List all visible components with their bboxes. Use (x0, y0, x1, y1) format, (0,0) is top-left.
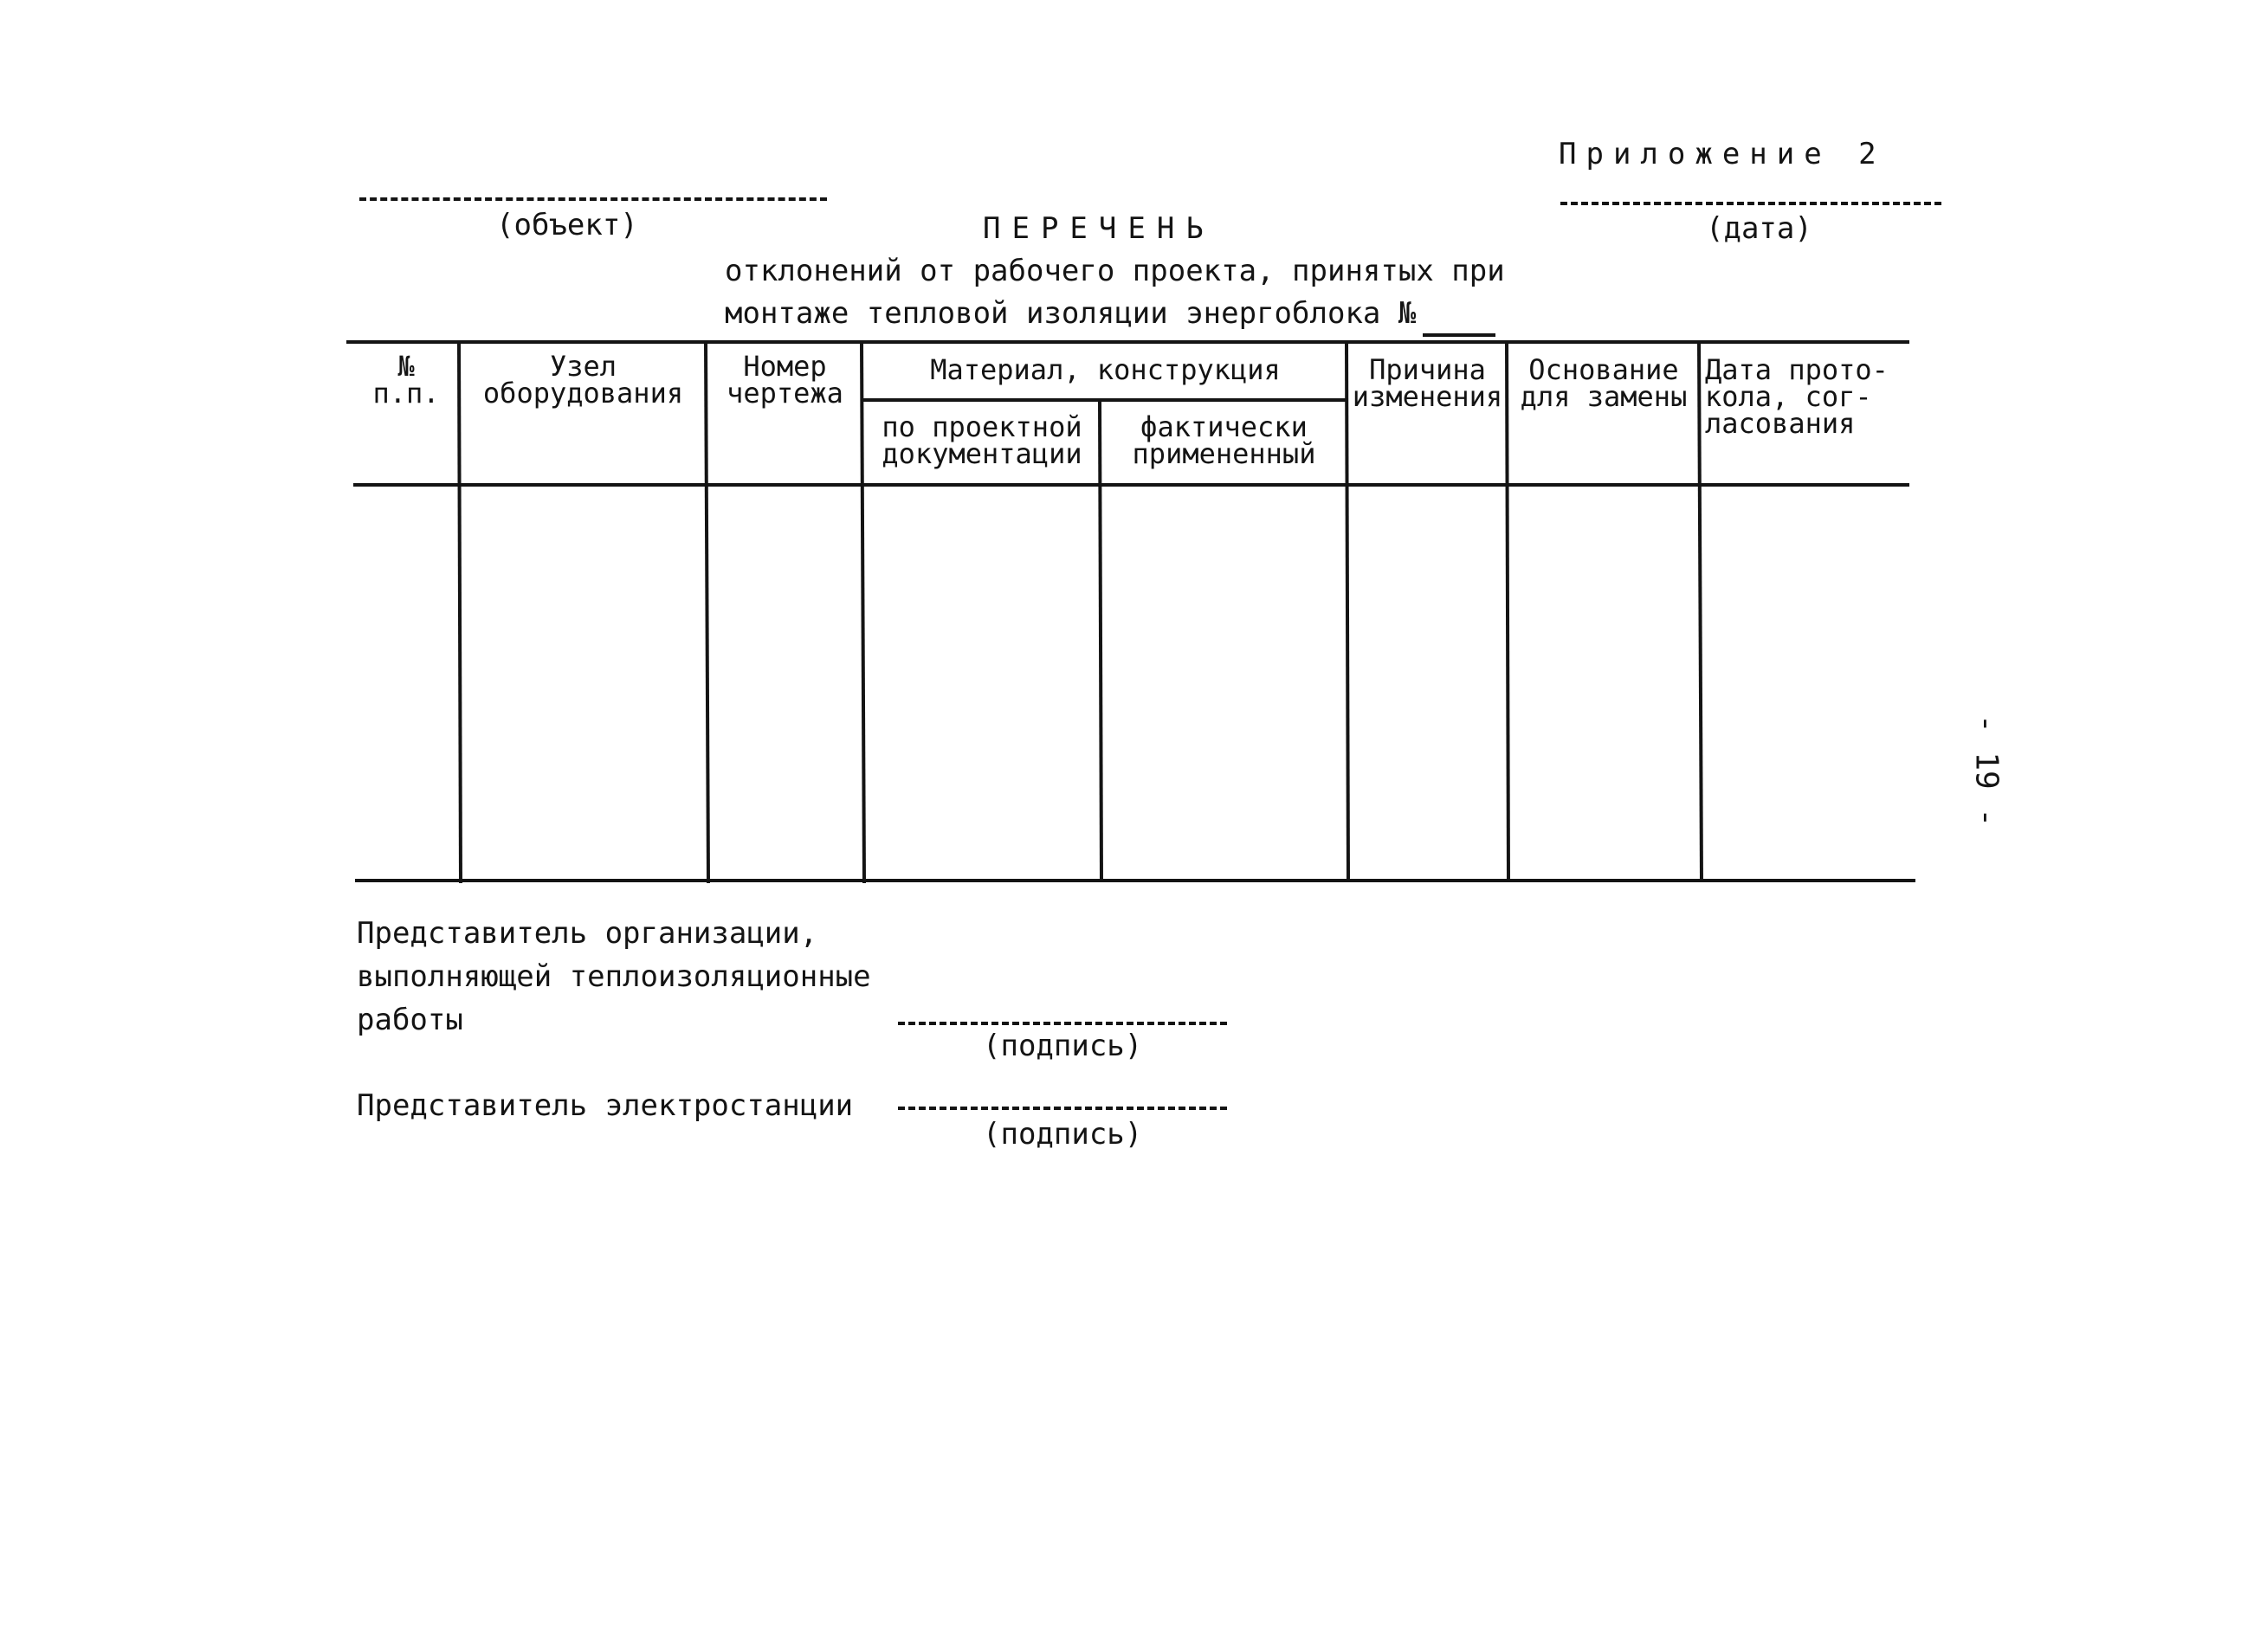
page-number: - 19 - (1968, 713, 2005, 828)
date-caption: (дата) (1706, 211, 1812, 246)
header-row-number-line1: № (397, 350, 415, 383)
org-representative-line2: выполняющей теплоизоляционные (357, 959, 871, 994)
header-replacement-basis-line1: Основание (1528, 353, 1679, 386)
header-equipment-node-line1: Узел (549, 350, 617, 383)
header-row-number (353, 350, 459, 410)
header-row-number-line2: п.п. (372, 377, 440, 410)
signature-caption-2: (подпись) (983, 1117, 1143, 1152)
header-drawing-number-line2: чертежа (727, 377, 843, 410)
org-representative-line1: Представитель организации, (357, 916, 818, 951)
object-caption: (объект) (496, 208, 638, 242)
header-drawing-number (708, 350, 862, 410)
header-protocol-date-line1: Дата прото- (1705, 353, 1889, 386)
appendix-label: Приложение 2 (1559, 137, 1886, 171)
header-equipment-node-line2: оборудования (482, 377, 684, 410)
org-representative-line3: работы (357, 1003, 463, 1037)
header-design-doc (864, 410, 1100, 470)
header-material-group: Материал, конструкция (930, 353, 1281, 386)
header-change-reason-line1: Причина (1369, 353, 1486, 386)
header-protocol-date (1702, 353, 1913, 440)
header-replacement-basis (1508, 353, 1699, 413)
document-title: ПЕРЕЧЕНЬ (983, 211, 1215, 246)
title-line-2: монтаже тепловой изоляции энергоблока № (725, 296, 1417, 331)
plant-representative-label: Представитель электростанции (357, 1088, 854, 1123)
title-line-1: отклонений от рабочего проекта, принятых при (725, 254, 1505, 288)
header-actual-used-line1: фактически (1140, 410, 1308, 443)
header-actual-used-line2: примененный (1132, 437, 1316, 470)
signature-line-1 (898, 1022, 1227, 1025)
header-actual-used (1101, 410, 1347, 470)
header-replacement-basis-line2: для замены (1520, 380, 1688, 413)
header-protocol-date-line2: кола, сог- (1705, 380, 1872, 413)
header-protocol-date-line3: ласования (1705, 407, 1856, 440)
header-design-doc-line2: документации (882, 437, 1082, 470)
header-equipment-node (461, 350, 706, 410)
signature-caption-1: (подпись) (983, 1029, 1143, 1063)
signature-line-2 (898, 1107, 1227, 1110)
header-design-doc-line1: по проектной (882, 410, 1082, 443)
header-drawing-number-line1: Номер (743, 350, 827, 383)
header-change-reason-line2: изменения (1352, 380, 1503, 413)
header-change-reason (1348, 353, 1507, 413)
